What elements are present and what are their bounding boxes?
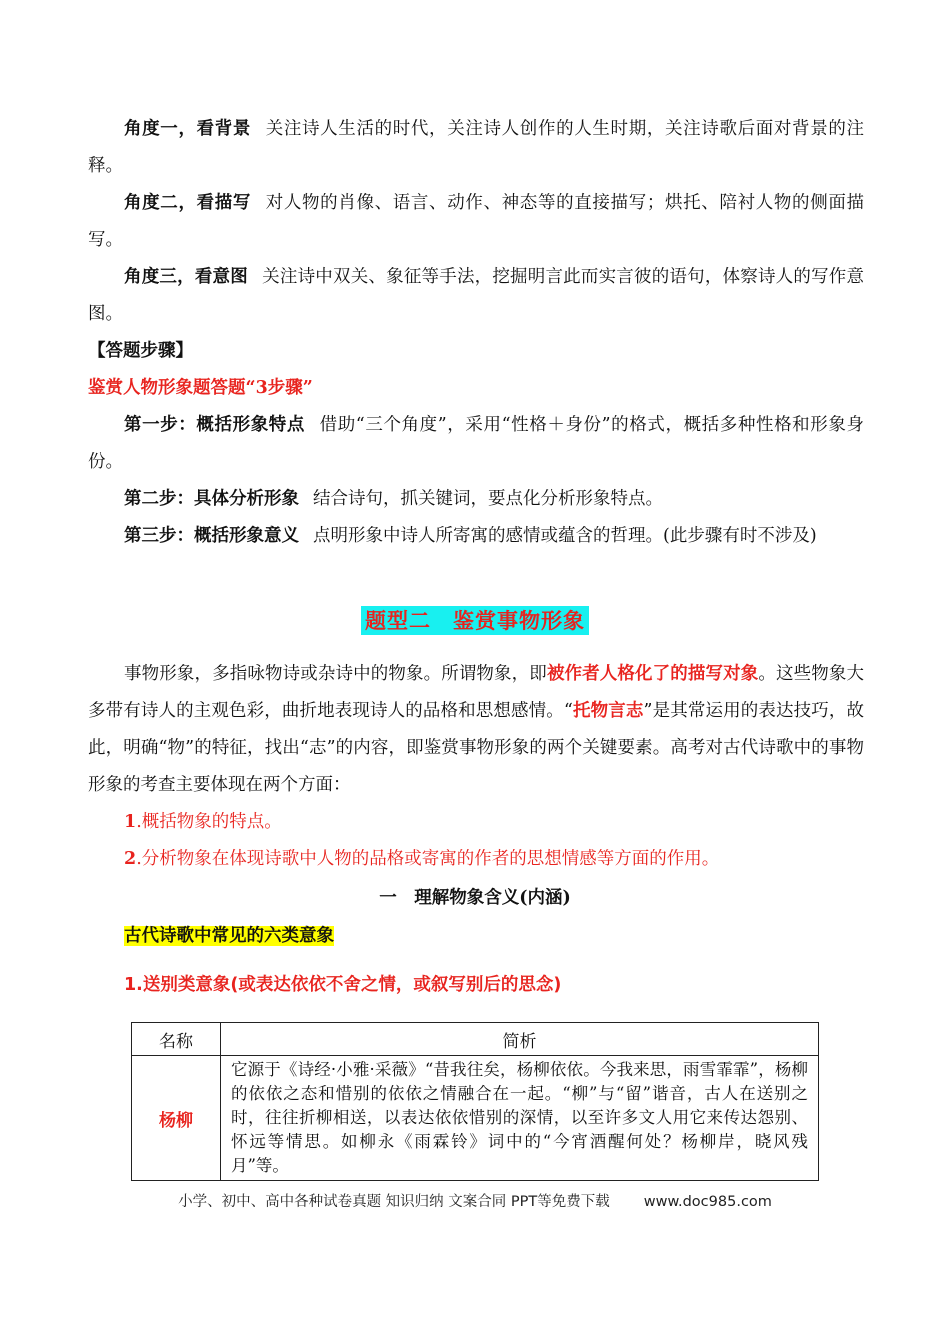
step-1-label: 第一步：概括形象特点 bbox=[124, 415, 305, 435]
footer-url: www.doc985.com bbox=[643, 1194, 772, 1210]
footer bbox=[0, 1190, 950, 1211]
highlight-title-line bbox=[88, 918, 864, 955]
intro-emphasis-1: 被作者人格化了的描写对象 bbox=[546, 664, 759, 684]
steps-heading: 【答题步骤】 bbox=[88, 341, 193, 361]
step-2-label: 第二步：具体分析形象 bbox=[124, 489, 299, 509]
angle-1-paragraph bbox=[88, 111, 864, 185]
angle-1-text: 关注诗人生活的时代，关注诗人创作的人生时期，关注诗歌后面对背景的注释。 bbox=[88, 119, 865, 176]
imagery-table bbox=[131, 1022, 819, 1181]
angle-1-label: 角度一，看背景 bbox=[124, 119, 252, 139]
point-2 bbox=[88, 841, 864, 878]
step-1-paragraph bbox=[88, 407, 864, 481]
section-title-wrap bbox=[0, 605, 950, 635]
point-2-number: 2 bbox=[124, 849, 137, 869]
point-2-text: .分析物象在体现诗歌中人物的品格或寄寓的作者的思想情感等方面的作用。 bbox=[136, 849, 720, 869]
step-2-paragraph bbox=[88, 481, 864, 518]
step-3-label: 第三步：概括形象意义 bbox=[124, 526, 299, 546]
step-3-text: 点明形象中诗人所寄寓的感情或蕴含的哲理。(此步骤有时不涉及) bbox=[313, 526, 817, 546]
step-1-text: 借助“三个角度”，采用“性格＋身份”的格式，概括多种性格和形象身份。 bbox=[88, 415, 864, 472]
table-cell-name: 杨柳 bbox=[132, 1056, 221, 1181]
intro-part-3: ”是其常运用的表达技巧，故此，明确“物”的特征，找出“志”的内容，即鉴赏事物形象的两个关键要素。高考对古代诗歌中的事物形象的考查主要体现在两个方面： bbox=[88, 701, 865, 795]
angle-3-paragraph bbox=[88, 259, 864, 333]
category-title: 1.送别类意象(或表达依依不舍之情，或叙写别后的思念) bbox=[124, 975, 562, 995]
table-header-row bbox=[132, 1023, 819, 1056]
highlight-title: 古代诗歌中常见的六类意象 bbox=[124, 926, 334, 946]
angle-3-text: 关注诗中双关、象征等手法，挖掘明言此而实言彼的语句，体察诗人的写作意图。 bbox=[88, 267, 864, 324]
intro-emphasis-2: 托物言志 bbox=[572, 701, 644, 721]
table-header-name: 名称 bbox=[132, 1023, 221, 1056]
point-1 bbox=[88, 804, 864, 841]
table-cell-desc: 它源于《诗经·小雅·采薇》“昔我往矣，杨柳依依。今我来思，雨雪霏霏”，杨柳的依依之态和惜别的依依之情融合在一起。“柳”与“留”谐音，古人在送别之时，往往折柳相送，以表达依依惜别的深情，以至许多文人用它来传达怨别、怀远等情思。如柳永《雨霖铃》词中的“今宵酒醒何处？杨柳岸，晓风残月”等。 bbox=[221, 1056, 819, 1181]
point-1-number: 1 bbox=[124, 812, 137, 832]
point-1-text: .概括物象的特点。 bbox=[136, 812, 282, 832]
intro-paragraph bbox=[88, 656, 864, 804]
intro-part-2: 。这些物象大多带有诗人的主观色彩，曲折地表现诗人的品格和思想感情。“ bbox=[88, 664, 865, 721]
angle-2-text: 对人物的肖像、语言、动作、神态等的直接描写；烘托、陪衬人物的侧面描写。 bbox=[88, 193, 865, 250]
table-row bbox=[132, 1056, 819, 1181]
section-title: 题型二 鉴赏事物形象 bbox=[361, 606, 589, 635]
angle-2-paragraph bbox=[88, 185, 864, 259]
sub-heading: 一 理解物象含义(内涵) bbox=[379, 888, 571, 908]
steps-title: 鉴赏人物形象题答题“3步骤” bbox=[88, 378, 313, 398]
angle-2-label: 角度二，看描写 bbox=[124, 193, 252, 213]
step-3-paragraph bbox=[88, 518, 864, 555]
table-header-analysis: 简析 bbox=[221, 1023, 819, 1056]
step-2-text: 结合诗句，抓关键词，要点化分析形象特点。 bbox=[313, 489, 663, 509]
footer-text: 小学、初中、高中各种试卷真题 知识归纳 文案合同 PPT等免费下载 bbox=[178, 1194, 610, 1210]
angle-3-label: 角度三，看意图 bbox=[124, 267, 248, 287]
intro-part-1: 事物形象，多指咏物诗或杂诗中的物象。所谓物象，即 bbox=[124, 664, 547, 684]
